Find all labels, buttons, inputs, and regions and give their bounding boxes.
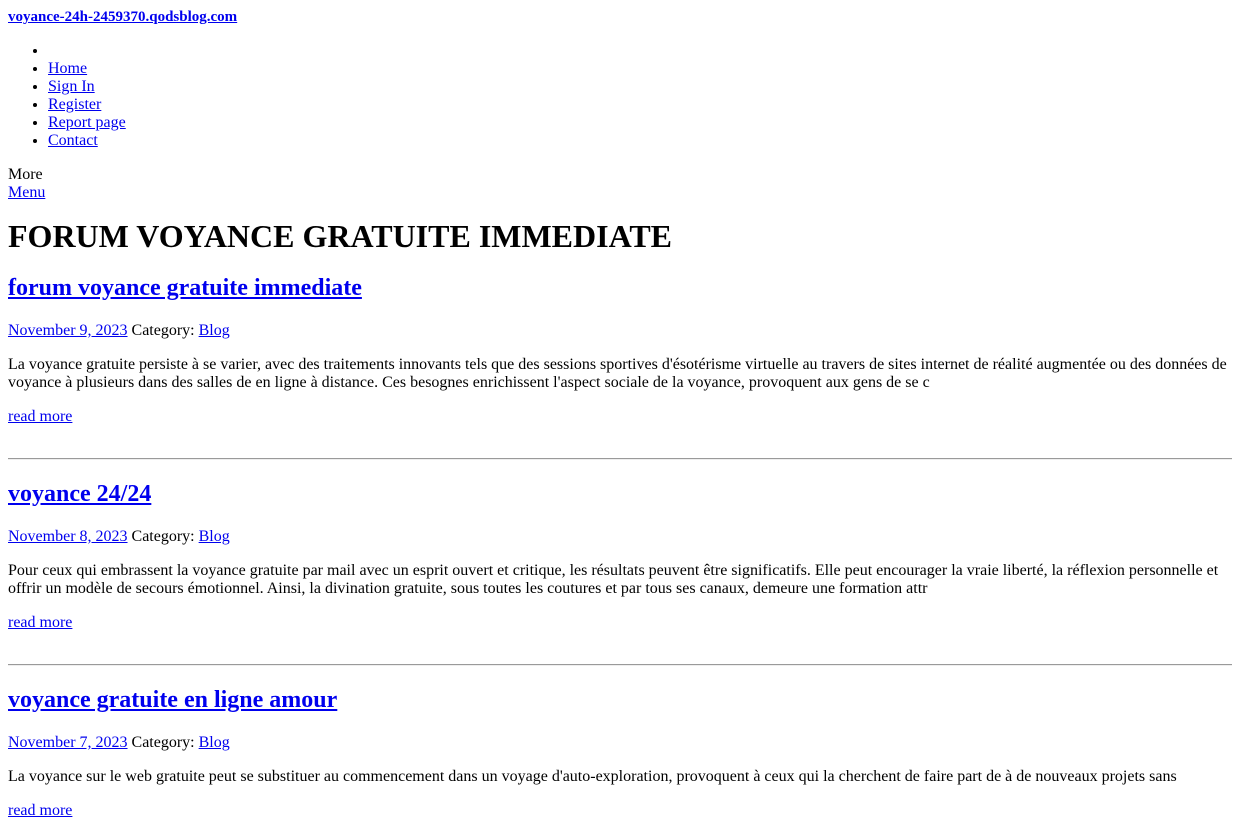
post-category-link[interactable]: Blog <box>198 528 230 545</box>
post-category-link[interactable]: Blog <box>198 734 230 751</box>
post-separator <box>8 458 1232 460</box>
post-item <box>8 686 1232 820</box>
post-title <box>8 274 1232 302</box>
post-item <box>8 480 1232 666</box>
post-meta <box>8 322 1232 340</box>
category-prefix: Category: <box>131 322 195 339</box>
post-date-link[interactable]: November 7, 2023 <box>8 734 128 751</box>
read-more-link[interactable]: read more <box>8 802 73 819</box>
post-date-link[interactable]: November 8, 2023 <box>8 528 128 545</box>
post-excerpt: La voyance sur le web gratuite peut se substituer au commencement dans un voyage d'auto-exploration, provoquent à ceux qui la cherchent de faire part de à de nouveaux projets sans <box>8 768 1177 785</box>
post-title-link[interactable]: forum voyance gratuite immediate <box>8 275 362 301</box>
post-meta <box>8 528 1232 546</box>
more-label: More <box>8 166 43 183</box>
nav-item-report-page <box>48 114 1232 132</box>
nav-link-home[interactable]: Home <box>48 60 88 77</box>
nav-link-sign-in[interactable]: Sign In <box>48 78 95 95</box>
post-separator <box>8 664 1232 666</box>
nav-item-home <box>48 60 1232 78</box>
post-date-link[interactable]: November 9, 2023 <box>8 322 128 339</box>
category-prefix: Category: <box>131 734 195 751</box>
post-title-link[interactable]: voyance gratuite en ligne amour <box>8 687 338 713</box>
post-meta <box>8 734 1232 752</box>
read-more-link[interactable]: read more <box>8 614 73 631</box>
site-title-link[interactable]: voyance-24h-2459370.qodsblog.com <box>8 9 238 25</box>
read-more-link[interactable]: read more <box>8 408 73 425</box>
post-excerpt: La voyance gratuite persiste à se varier, avec des traitements innovants tels que des sessions sportives d'ésotérisme virtuelle au travers de sites internet de réalité augmentée ou des données de voyance à plusieurs dans des salles de en ligne à distance. Ces besognes enrichissent l'aspect sociale de la voyance, provoquent aux gens de se c <box>8 356 1227 391</box>
nav-item-sign-in <box>48 78 1232 96</box>
main-nav <box>8 42 1232 150</box>
post-category-link[interactable]: Blog <box>198 322 230 339</box>
nav-item-contact <box>48 132 1232 150</box>
nav-link-report-page[interactable]: Report page <box>48 114 126 131</box>
nav-link-register[interactable]: Register <box>48 96 102 113</box>
post-excerpt: Pour ceux qui embrassent la voyance gratuite par mail avec un esprit ouvert et critique, les résultats peuvent être significatifs. Elle peut encourager la vraie liberté, la réflexion personnelle et offrir un modèle de secours émotionnel. Ainsi, la divination gratuite, sous toutes les coutures et par tous ses canaux, demeure une formation attr <box>8 562 1219 597</box>
post-item <box>8 274 1232 460</box>
post-title-link[interactable]: voyance 24/24 <box>8 481 152 507</box>
nav-link-contact[interactable]: Contact <box>48 132 98 149</box>
menu-toggle-link[interactable]: Menu <box>8 184 46 201</box>
nav-item-register <box>48 96 1232 114</box>
post-title <box>8 480 1232 508</box>
nav-item-empty <box>48 42 1232 60</box>
category-prefix: Category: <box>131 528 195 545</box>
page-title: FORUM VOYANCE GRATUITE IMMEDIATE <box>8 218 672 254</box>
post-title <box>8 686 1232 714</box>
